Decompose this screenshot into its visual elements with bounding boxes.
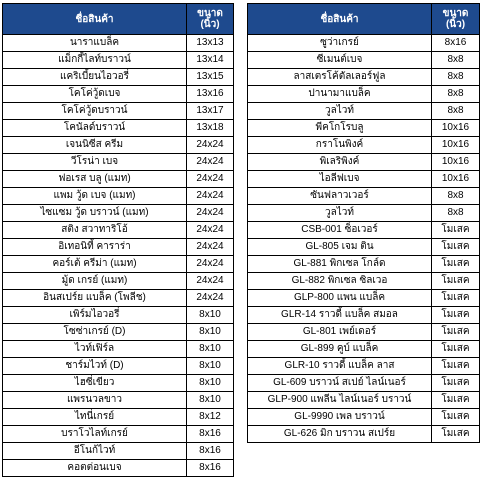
table-row <box>3 188 234 205</box>
product-name-cell: อีโนก้ไวท์ <box>3 443 187 460</box>
product-name-cell: มู้ด เกรย์ (แมท) <box>3 273 187 290</box>
product-name-cell: อินสเปร์ย แบล็ค (โพลีช) <box>3 290 187 307</box>
header-size-label: ขนาด <box>442 8 469 19</box>
product-size-cell: 24x24 <box>187 137 234 154</box>
product-name-cell: วูลไวท์ <box>248 205 432 222</box>
table-row <box>248 120 480 137</box>
table-row <box>248 205 480 222</box>
product-name-cell: เพิร์มไอวอรี่ <box>3 307 187 324</box>
product-name-cell: GLP-900 แพลีน ไลน์เนอร์ บราวน์ <box>248 392 432 409</box>
product-size-cell: 8x8 <box>432 205 480 222</box>
header-size-unit: (นิ้ว) <box>445 19 466 30</box>
header-size-unit: (นิ้ว) <box>200 19 220 30</box>
table-row <box>248 137 480 154</box>
table-row <box>3 86 234 103</box>
product-size-cell: 8x12 <box>187 409 234 426</box>
product-name-cell: ฟอเรส บลู (แมท) <box>3 171 187 188</box>
product-size-cell: 8x10 <box>187 307 234 324</box>
product-size-cell: 13x18 <box>187 120 234 137</box>
product-size-cell: โมเสค <box>432 222 480 239</box>
product-name-cell: ชาร์มไวท์ (D) <box>3 358 187 375</box>
product-name-cell: สติง สวาทาริโอ้ <box>3 222 187 239</box>
product-name-cell: คอตต่อนเบจ <box>3 460 187 477</box>
product-name-cell: ซีเมนต์เบจ <box>248 52 432 69</box>
product-size-cell: โมเสค <box>432 375 480 392</box>
product-size-cell: โมเสค <box>432 239 480 256</box>
product-size-cell: 13x13 <box>187 35 234 52</box>
product-size-cell: โมเสค <box>432 273 480 290</box>
product-name-cell: GL-899 คูบ์ แบล็ค <box>248 341 432 358</box>
table-row <box>248 392 480 409</box>
product-size-cell: 10x16 <box>432 120 480 137</box>
product-name-cell: อิเทอนิที้ คาราร่า <box>3 239 187 256</box>
product-size-cell: 24x24 <box>187 273 234 290</box>
product-name-cell: วูลไวท์ <box>248 103 432 120</box>
table-row <box>3 222 234 239</box>
product-name-cell: ปานามาแบล็ค <box>248 86 432 103</box>
header-size-label: ขนาด <box>197 8 223 19</box>
product-size-cell: โมเสค <box>432 426 480 443</box>
table-row <box>3 409 234 426</box>
product-name-cell: GLP-800 แพน แบล็ค <box>248 290 432 307</box>
header-size <box>187 4 234 35</box>
product-name-cell: ไวท์เฟิร์ล <box>3 341 187 358</box>
table-row <box>248 188 480 205</box>
product-size-cell: 24x24 <box>187 154 234 171</box>
table-row <box>248 341 480 358</box>
product-name-cell: ซูว่าเกรย์ <box>248 35 432 52</box>
table-row <box>248 307 480 324</box>
product-name-cell: บราโวไลท์เกรย์ <box>3 426 187 443</box>
product-size-cell: 8x10 <box>187 392 234 409</box>
table-header-row <box>248 4 480 35</box>
product-name-cell: GL-881 พิกเซล โกล์ด <box>248 256 432 273</box>
product-size-cell: 13x16 <box>187 86 234 103</box>
table-row <box>3 375 234 392</box>
product-name-cell: ไซแซม วู้ด บราวน์ (แมท) <box>3 205 187 222</box>
product-name-cell: CSB-001 ซ็อเวอร์ <box>248 222 432 239</box>
product-size-cell: 8x8 <box>432 69 480 86</box>
product-name-cell: โคนัลด์บราวน์ <box>3 120 187 137</box>
product-size-cell: 8x8 <box>432 188 480 205</box>
table-row <box>3 443 234 460</box>
table-row <box>248 239 480 256</box>
table-row <box>248 375 480 392</box>
product-table-left <box>2 3 234 477</box>
product-size-cell: 8x8 <box>432 52 480 69</box>
product-size-cell: 8x16 <box>187 443 234 460</box>
table-row <box>248 103 480 120</box>
table-row <box>248 409 480 426</box>
product-size-cell: 8x8 <box>432 103 480 120</box>
header-product-name: ชื่อสินค้า <box>3 4 187 35</box>
table-row <box>248 324 480 341</box>
product-name-cell: แคริเบี้ยนไอวอรี่ <box>3 69 187 86</box>
product-size-cell: โมเสค <box>432 324 480 341</box>
product-size-cell: 8x10 <box>187 341 234 358</box>
product-size-cell: 8x16 <box>187 460 234 477</box>
product-name-cell: แม็กกี้ไลท์บราวน์ <box>3 52 187 69</box>
product-size-cell: 10x16 <box>432 137 480 154</box>
table-row <box>248 273 480 290</box>
table-row <box>3 69 234 86</box>
table-row <box>3 460 234 477</box>
product-name-cell: แพม วู้ด เบจ (แมท) <box>3 188 187 205</box>
product-size-cell: โมเสค <box>432 392 480 409</box>
product-name-cell: GL-801 เพย์เดอร์ <box>248 324 432 341</box>
table-row <box>248 171 480 188</box>
table-row <box>3 307 234 324</box>
product-name-cell: เจนนิซีส ครีม <box>3 137 187 154</box>
product-size-cell: 8x10 <box>187 375 234 392</box>
table-row <box>3 273 234 290</box>
table-row <box>248 86 480 103</box>
product-name-cell: GL-882 พิกเซล ซิลเวอ <box>248 273 432 290</box>
header-product-name: ชื่อสินค้า <box>248 4 432 35</box>
table-row <box>3 324 234 341</box>
product-size-cell: โมเสค <box>432 358 480 375</box>
product-name-cell: โคโค่วู้ดเบจ <box>3 86 187 103</box>
table-row <box>3 341 234 358</box>
table-row <box>3 290 234 307</box>
product-size-cell: 8x10 <box>187 358 234 375</box>
table-row <box>248 222 480 239</box>
table-row <box>248 358 480 375</box>
product-name-cell: พิเลริพิงค์ <box>248 154 432 171</box>
product-name-cell: GLR-10 ราวดี้ แบล็ค ลาส <box>248 358 432 375</box>
product-size-cell: 24x24 <box>187 290 234 307</box>
product-size-cell: 24x24 <box>187 205 234 222</box>
table-row <box>3 239 234 256</box>
table-row <box>248 35 480 52</box>
product-size-cell: 8x16 <box>187 426 234 443</box>
product-size-cell: 13x17 <box>187 103 234 120</box>
product-size-cell: โมเสค <box>432 290 480 307</box>
product-name-cell: คอร์เต้ ครีม่า (แมท) <box>3 256 187 273</box>
product-name-cell: นาราแบล็ค <box>3 35 187 52</box>
product-size-cell: 10x16 <box>432 154 480 171</box>
product-size-cell: 10x16 <box>432 171 480 188</box>
product-size-cell: 8x10 <box>187 324 234 341</box>
table-row <box>3 256 234 273</box>
product-name-cell: ไทนี่เกรย์ <box>3 409 187 426</box>
table-body-left <box>3 35 234 477</box>
header-size <box>432 4 480 35</box>
table-row <box>3 35 234 52</box>
product-size-cell: 13x15 <box>187 69 234 86</box>
product-size-cell: โมเสค <box>432 341 480 358</box>
product-size-cell: 8x8 <box>432 86 480 103</box>
product-name-cell: GL-609 บราวน์ สเปย์ ไลน์เนอร์ <box>248 375 432 392</box>
product-name-cell: โซซ่าเกรย์ (D) <box>3 324 187 341</box>
product-name-cell: GL-805 เจม ติน <box>248 239 432 256</box>
table-row <box>3 205 234 222</box>
product-name-cell: แพรนวลขาว <box>3 392 187 409</box>
table-row <box>3 52 234 69</box>
product-size-cell: 13x14 <box>187 52 234 69</box>
table-row <box>3 392 234 409</box>
product-name-cell: พีคโกโรบลู <box>248 120 432 137</box>
product-table-right <box>247 3 480 443</box>
product-name-cell: GLR-14 ราวดี้ แบล็ค สมอล <box>248 307 432 324</box>
product-size-cell: 24x24 <box>187 256 234 273</box>
product-size-cell: 24x24 <box>187 222 234 239</box>
table-row <box>248 69 480 86</box>
table-row <box>3 426 234 443</box>
table-row <box>248 154 480 171</box>
product-size-cell: โมเสค <box>432 307 480 324</box>
table-row <box>3 103 234 120</box>
table-row <box>248 256 480 273</box>
product-name-cell: GL-626 มิก บราวน สเปร์ย <box>248 426 432 443</box>
table-row <box>248 52 480 69</box>
product-size-cell: 8x16 <box>432 35 480 52</box>
table-row <box>248 290 480 307</box>
product-name-cell: ไอลีฟเบจ <box>248 171 432 188</box>
product-name-cell: วีโรน่า เบจ <box>3 154 187 171</box>
product-size-cell: 24x24 <box>187 239 234 256</box>
product-size-cell: 24x24 <box>187 188 234 205</box>
table-row <box>3 358 234 375</box>
product-size-cell: โมเสค <box>432 256 480 273</box>
product-size-cell: 24x24 <box>187 171 234 188</box>
product-name-cell: โคโค่วู้ดบราวน์ <box>3 103 187 120</box>
product-size-cell: โมเสค <box>432 409 480 426</box>
table-row <box>3 120 234 137</box>
table-row <box>3 137 234 154</box>
product-name-cell: ไฮซี่เขียว <box>3 375 187 392</box>
table-body-right <box>248 35 480 443</box>
product-name-cell: ซันฟลาวเวอร์ <box>248 188 432 205</box>
product-name-cell: กราโนพิงค์ <box>248 137 432 154</box>
product-name-cell: ลาสเตรโค้ตัลเลอร์ฟูล <box>248 69 432 86</box>
table-row <box>248 426 480 443</box>
table-row <box>3 171 234 188</box>
product-name-cell: GL-9990 เพล บราวน์ <box>248 409 432 426</box>
table-row <box>3 154 234 171</box>
table-header-row <box>3 4 234 35</box>
